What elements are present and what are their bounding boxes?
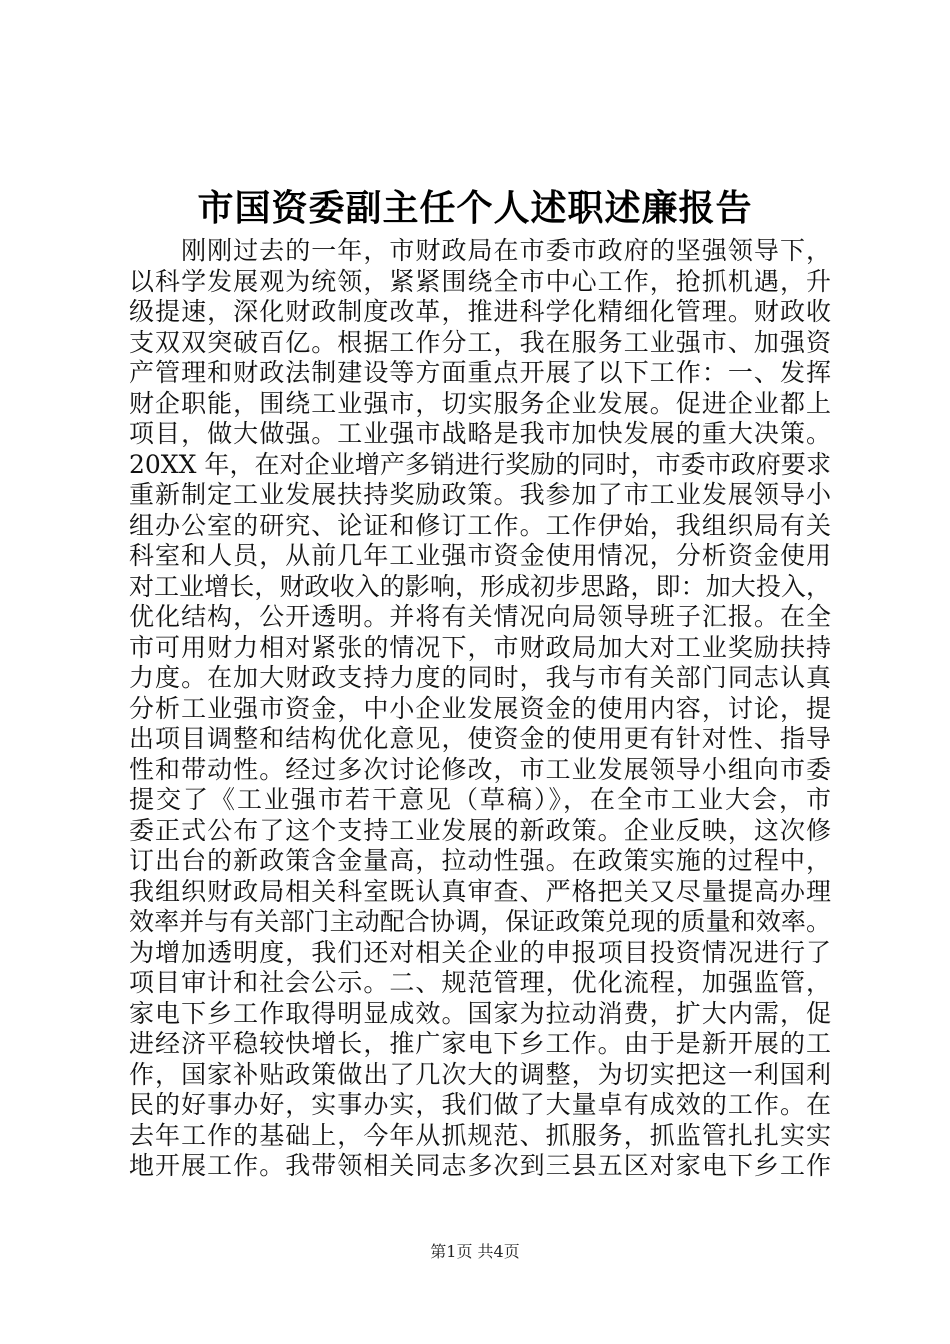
body-line: 地开展工作。我带领相关同志多次到三县五区对家电下乡工作 bbox=[129, 1151, 831, 1180]
body-line: 刚刚过去的一年，市财政局在市委市政府的坚强领导下， bbox=[129, 236, 831, 265]
body-line: 20XX 年，在对企业增产多销进行奖励的同时，市委市政府要求 bbox=[129, 449, 831, 479]
body-line: 财企职能，围绕工业强市，切实服务企业发展。促进企业都上 bbox=[129, 388, 831, 418]
body-line: 出项目调整和结构优化意见，使资金的使用更有针对性、指导 bbox=[129, 724, 831, 753]
body-line: 级提速，深化财政制度改革，推进科学化精细化管理。财政收 bbox=[129, 297, 831, 326]
body-line: 效率并与有关部门主动配合协调，保证政策兑现的质量和效率。 bbox=[129, 907, 831, 936]
body-line: 我组织财政局相关科室既认真审查、严格把关又尽量提高办理 bbox=[129, 876, 831, 906]
body-line: 项目，做大做强。工业强市战略是我市加快发展的重大决策。 bbox=[129, 419, 831, 448]
body-line: 支双双突破百亿。根据工作分工，我在服务工业强市、加强资 bbox=[129, 327, 831, 357]
body-line: 委正式公布了这个支持工业发展的新政策。企业反映，这次修 bbox=[129, 815, 831, 845]
body-line: 以科学发展观为统领，紧紧围绕全市中心工作，抢抓机遇，升 bbox=[129, 266, 831, 296]
body-line: 去年工作的基础上，今年从抓规范、抓服务，抓监管扎扎实实 bbox=[129, 1120, 831, 1150]
body-line: 科室和人员，从前几年工业强市资金使用情况，分析资金使用 bbox=[129, 541, 831, 570]
body-line: 分析工业强市资金，中小企业发展资金的使用内容，讨论，提 bbox=[129, 693, 831, 723]
body-line: 重新制定工业发展扶持奖励政策。我参加了市工业发展领导小 bbox=[129, 480, 831, 509]
body-line: 进经济平稳较快增长，推广家电下乡工作。由于是新开展的工 bbox=[129, 1029, 831, 1058]
body-line: 项目审计和社会公示。二、规范管理，优化流程，加强监管， bbox=[129, 968, 831, 997]
body-line: 提交了《工业强市若干意见（草稿）》，在全市工业大会，市 bbox=[129, 785, 831, 814]
body-line: 为增加透明度，我们还对相关企业的申报项目投资情况进行了 bbox=[129, 937, 831, 967]
body-line: 对工业增长，财政收入的影响，形成初步思路，即：加大投入， bbox=[129, 571, 831, 601]
body-line: 性和带动性。经过多次讨论修改，市工业发展领导小组向市委 bbox=[129, 754, 831, 784]
document-body bbox=[129, 236, 831, 1182]
body-line: 家电下乡工作取得明显成效。国家为拉动消费，扩大内需，促 bbox=[129, 998, 831, 1028]
body-line: 组办公室的研究、论证和修订工作。工作伊始，我组织局有关 bbox=[129, 510, 831, 540]
page-footer: 第1页 共4页 bbox=[430, 1242, 520, 1261]
document-title: 市国资委副主任个人述职述廉报告 bbox=[197, 187, 753, 229]
body-line: 民的好事办好，实事办实，我们做了大量卓有成效的工作。在 bbox=[129, 1090, 831, 1119]
body-line: 产管理和财政法制建设等方面重点开展了以下工作：一、发挥 bbox=[129, 358, 831, 387]
body-line: 作，国家补贴政策做出了几次大的调整，为切实把这一利国利 bbox=[129, 1059, 831, 1089]
body-line: 市可用财力相对紧张的情况下，市财政局加大对工业奖励扶持 bbox=[129, 632, 831, 662]
body-line: 力度。在加大财政支持力度的同时，我与市有关部门同志认真 bbox=[129, 663, 831, 692]
body-line: 优化结构，公开透明。并将有关情况向局领导班子汇报。在全 bbox=[129, 602, 831, 631]
body-line: 订出台的新政策含金量高，拉动性强。在政策实施的过程中， bbox=[129, 846, 831, 875]
